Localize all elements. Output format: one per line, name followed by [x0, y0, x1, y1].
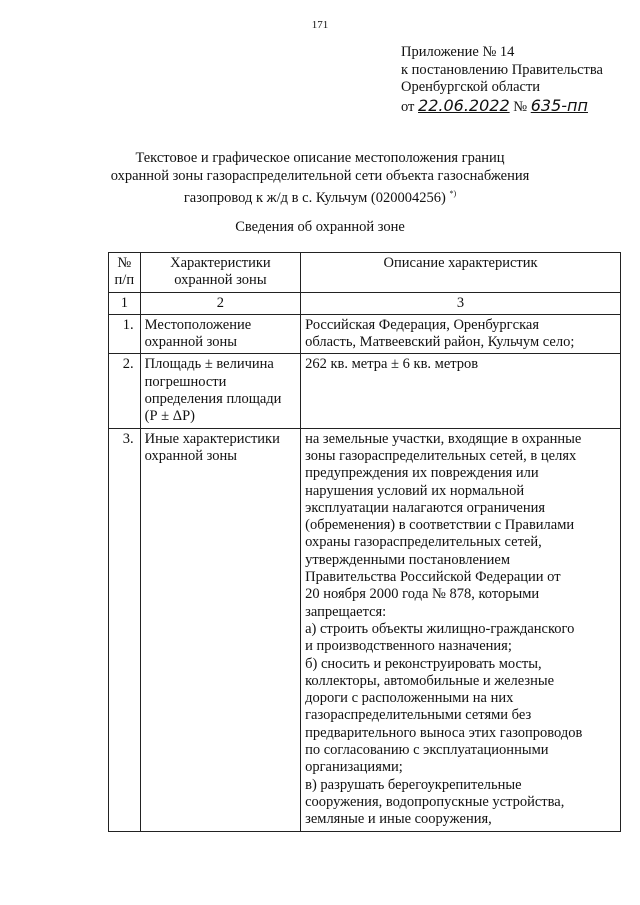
- table-row: [109, 354, 621, 428]
- appendix-date-line: [401, 97, 603, 117]
- row-description: Российская Федерация, Оренбургская область, Матвеевский район, Кульчум село;: [301, 314, 621, 354]
- row-characteristic: Иные характеристики охранной зоны: [140, 428, 300, 831]
- appendix-header: [401, 44, 603, 116]
- header-description: Описание характеристик: [301, 253, 621, 293]
- index-cell-2: 2: [140, 292, 300, 314]
- title-line-2: охранной зоны газораспределительной сети объекта газоснабжения: [110, 167, 530, 184]
- row-description: 262 кв. метра ± 6 кв. метров: [301, 354, 621, 428]
- appendix-line-1: Приложение № 14: [401, 44, 515, 60]
- row-number: 2.: [109, 354, 141, 428]
- appendix-line-2: к постановлению Правительства: [401, 61, 603, 78]
- index-cell-1: 1: [109, 292, 141, 314]
- row-characteristic: Местоположение охранной зоны: [140, 314, 300, 354]
- table-row: [109, 428, 621, 831]
- document-title: [0, 150, 640, 207]
- page-number: 171: [311, 19, 329, 31]
- zone-info-table: [108, 252, 621, 832]
- row-number: 3.: [109, 428, 141, 831]
- row-characteristic: Площадь ± величина погрешности определения площади (Р ± ΔР): [140, 354, 300, 428]
- title-line-1: Текстовое и графическое описание местоположения границ: [135, 150, 505, 166]
- header-number: № п/п: [109, 253, 141, 293]
- handwritten-date: 22.06.2022: [418, 95, 510, 115]
- handwritten-number: 635-пп: [530, 95, 588, 115]
- title-line-3: [0, 185, 640, 207]
- index-cell-3: 3: [301, 292, 621, 314]
- section-subtitle: Сведения об охранной зоне: [235, 219, 405, 235]
- row-number: 1.: [109, 314, 141, 354]
- row-description: на земельные участки, входящие в охранные зоны газораспределительных сетей, в целях предупреждения их повреждения или нарушения условий их нормальной эксплуатации налагаются ограничения (обременения) в соответствии с Правилами охраны газораспределительных сетей, утвержденными постановлением Правительства Российской Федерации от 20 ноября 2000 года № 878, которыми запрещается: а) строить объекты жилищно-гражданского и производственного назначения; б) сносить и реконструировать мосты, коллекторы, автомобильные и железные дороги с расположенными на них газораспределительными сетями без предварительного выноса этих газопроводов по согласованию с эксплуатационными организациями; в) разрушать берегоукрепительные сооружения, водопропускные устройства, земляные и иные сооружения,: [301, 428, 621, 831]
- title-line-3-text: газопровод к ж/д в с. Кульчум (020004256): [183, 189, 446, 206]
- number-prefix: №: [513, 98, 528, 115]
- appendix-line-3: Оренбургской области: [401, 79, 541, 95]
- header-characteristics: Характеристики охранной зоны: [140, 253, 300, 293]
- table-row: [109, 314, 621, 354]
- date-prefix: от: [401, 98, 415, 115]
- table-index-row: [109, 292, 621, 314]
- table-header-row: [109, 253, 621, 293]
- footnote-mark: *): [449, 189, 457, 198]
